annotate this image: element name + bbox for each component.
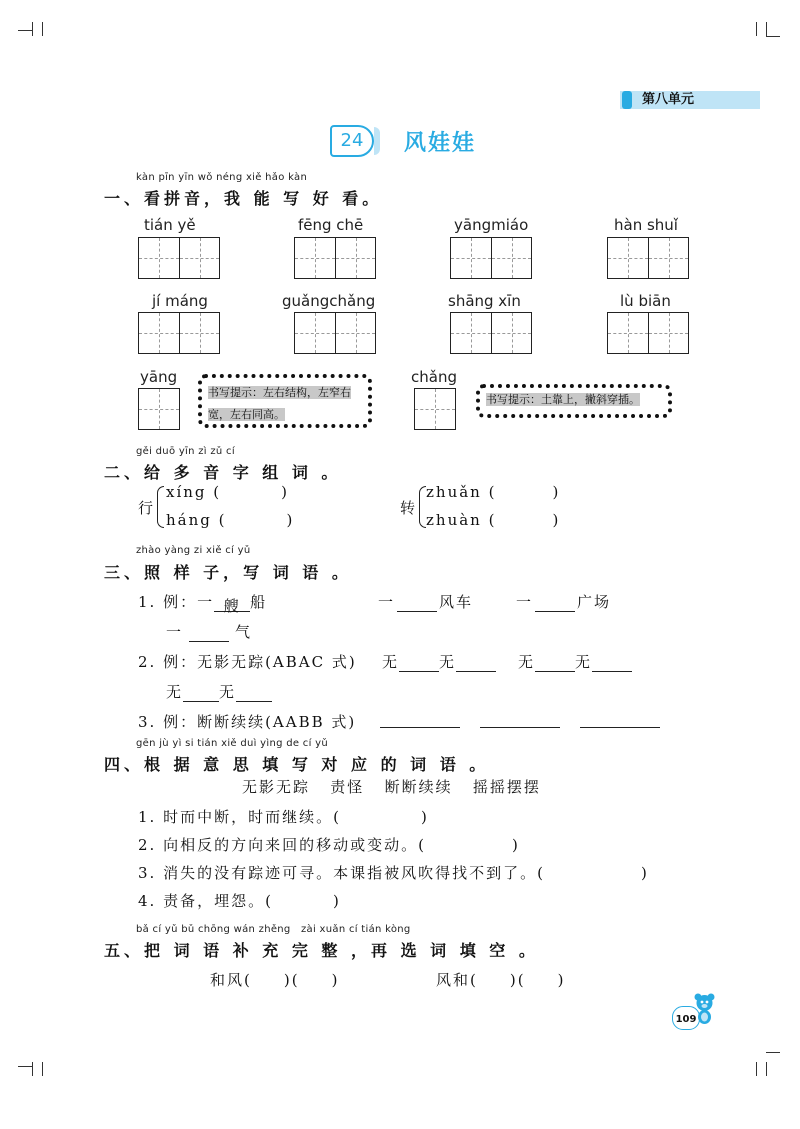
sec2-pinyin: gěi duō yīn zì zǔ cí — [136, 446, 235, 457]
example-end: 船 — [250, 593, 268, 611]
writing-grid[interactable] — [607, 312, 689, 354]
prefix-char: 一 — [166, 623, 184, 641]
writing-grid[interactable] — [414, 388, 456, 430]
question-line — [138, 862, 649, 883]
question-line — [138, 834, 520, 855]
example-answer: 艘 — [214, 595, 250, 612]
exercise-line — [138, 711, 356, 732]
writing-grid[interactable] — [450, 312, 532, 354]
exercise-line — [166, 621, 252, 642]
question-line — [138, 890, 341, 911]
exercise-line — [382, 651, 496, 672]
writing-grid[interactable] — [607, 237, 689, 279]
crop-mark — [18, 1066, 32, 1067]
writing-grid[interactable] — [294, 312, 376, 354]
answer-blank[interactable] — [399, 655, 439, 672]
polyphone-reading: zhuàn ( — [426, 511, 497, 529]
exercise-line — [518, 651, 632, 672]
prefix-char: 无 — [166, 683, 184, 701]
polyphone-row — [426, 511, 560, 529]
pinyin-word: shāng xīn — [448, 292, 521, 310]
paren-mid: )( — [509, 971, 526, 989]
crop-mark — [42, 22, 43, 36]
prefix-char: 一 — [516, 593, 534, 611]
paren-close: ) — [511, 836, 520, 854]
crop-mark — [756, 22, 757, 36]
page-number: 109 — [675, 1014, 697, 1025]
paren-close: ) — [281, 483, 289, 501]
pinyin-word: fēng chē — [298, 216, 364, 234]
sec4-title: 四、根 据 意 思 填 写 对 应 的 词 语 。 — [104, 755, 490, 774]
paren-close: ) — [331, 971, 340, 989]
pinyin-word: lù biān — [620, 292, 671, 310]
answer-blank[interactable] — [480, 711, 560, 728]
unit-label: 第八单元 — [642, 92, 695, 107]
crop-mark — [766, 1052, 780, 1053]
prefix-char: 一 — [378, 593, 396, 611]
answer-blank[interactable] — [397, 595, 437, 612]
polyphone-row — [166, 483, 289, 501]
prefix-char: 无 — [439, 653, 457, 671]
answer-blank[interactable] — [456, 655, 496, 672]
pinyin-word: hàn shuǐ — [614, 216, 678, 234]
crop-mark — [32, 1062, 33, 1076]
question-line — [138, 806, 429, 827]
suffix-word: 气 — [235, 623, 253, 641]
paren-close: ) — [420, 808, 429, 826]
bear-mascot-icon — [692, 992, 718, 1026]
badge-shadow — [374, 127, 380, 155]
crop-mark — [766, 22, 767, 36]
prefix-char: 无 — [575, 653, 593, 671]
polyphone-row — [166, 511, 294, 529]
sec3-title: 三、照 样 子，写 词 语 。 — [104, 563, 352, 582]
pinyin-word: yāng — [140, 368, 178, 386]
sec5-title: 五、把 词 语 补 充 完 整 ，再 选 词 填 空 。 — [104, 941, 539, 960]
answer-blank[interactable] — [580, 711, 660, 728]
suffix-word: 广场 — [577, 593, 612, 611]
lesson-number: 24 — [340, 130, 364, 151]
example-label: 2. 例：无影无踪(ABAC 式) — [138, 653, 357, 671]
pinyin-word: yāngmiáo — [454, 216, 529, 234]
answer-blank[interactable] — [592, 655, 632, 672]
exercise-line — [378, 591, 473, 612]
writing-grid[interactable] — [138, 237, 220, 279]
question-text: 1. 时而中断，时而继续。( — [138, 808, 341, 826]
answer-blank[interactable] — [535, 595, 575, 612]
idiom-prefix: 风和( — [436, 971, 478, 989]
pinyin-word: tián yě — [144, 216, 196, 234]
exercise-line — [166, 681, 272, 702]
brace — [419, 486, 426, 528]
writing-grid[interactable] — [450, 237, 532, 279]
brace — [157, 486, 164, 528]
example-label: 3. 例：断断续续(AABB 式) — [138, 713, 357, 731]
exercise-line — [138, 591, 268, 615]
crop-mark — [766, 1062, 767, 1076]
idiom-prefix: 和风( — [210, 971, 252, 989]
exercise-line — [138, 651, 357, 672]
writing-tip — [476, 384, 672, 418]
polyphone-row — [426, 483, 560, 501]
question-text: 3. 消失的没有踪迹可寻。本课指被风吹得找不到了。( — [138, 864, 545, 882]
sec1-pinyin: kàn pīn yīn wǒ néng xiě hǎo kàn — [136, 172, 308, 183]
paren-mid: )( — [283, 971, 300, 989]
writing-grid[interactable] — [294, 237, 376, 279]
pinyin-word: chǎng — [411, 368, 457, 386]
crop-mark — [42, 1062, 43, 1076]
paren-close: ) — [552, 483, 561, 501]
writing-tip — [198, 374, 372, 428]
pinyin-word: jí máng — [152, 292, 208, 310]
question-text: 2. 向相反的方向来回的移动或变动。( — [138, 836, 426, 854]
crop-mark — [766, 36, 780, 37]
sec3-pinyin: zhào yàng zi xiě cí yǔ — [136, 545, 251, 556]
fill-idiom — [210, 969, 339, 990]
writing-grid[interactable] — [138, 312, 220, 354]
crop-mark — [32, 22, 33, 36]
example-label: 1. 例：一 — [138, 593, 215, 611]
paren-close: ) — [557, 971, 566, 989]
polyphone-char: 转 — [400, 499, 416, 517]
fill-idiom — [436, 969, 565, 990]
prefix-char: 无 — [219, 683, 237, 701]
writing-tip-text: 书写提示：左右结构，左窄右宽，左右同高。 — [208, 386, 351, 421]
paren-close: ) — [640, 864, 649, 882]
lesson-number-badge — [330, 125, 374, 157]
answer-blank[interactable] — [535, 655, 575, 672]
crop-mark — [756, 1062, 757, 1076]
polyphone-char: 行 — [138, 499, 154, 517]
polyphone-reading: háng ( — [166, 511, 227, 529]
answer-blank[interactable] — [236, 685, 272, 702]
paren-close: ) — [286, 511, 295, 529]
question-text: 4. 责备，埋怨。( — [138, 892, 273, 910]
suffix-word: 风车 — [439, 593, 474, 611]
sec5-pinyin: bǎ cí yǔ bǔ chōng wán zhěng zài xuǎn cí tián kòng — [136, 924, 411, 935]
writing-grid[interactable] — [138, 388, 180, 430]
prefix-char: 无 — [518, 653, 536, 671]
crop-mark — [18, 30, 32, 31]
writing-tip-text: 书写提示：土靠上，撇斜穿插。 — [486, 393, 640, 406]
answer-blank[interactable] — [380, 711, 460, 728]
sec4-pinyin: gēn jù yì si tián xiě duì yìng de cí yǔ — [136, 738, 329, 749]
lesson-title: 风娃娃 — [404, 131, 477, 156]
paren-close: ) — [332, 892, 341, 910]
paren-close: ) — [552, 511, 561, 529]
answer-blank[interactable] — [183, 685, 219, 702]
prefix-char: 无 — [382, 653, 400, 671]
polyphone-reading: xíng ( — [166, 483, 222, 501]
unit-tab — [620, 91, 760, 109]
pinyin-word: guǎngchǎng — [282, 292, 376, 310]
word-bank: 无影无踪 责怪 断断续续 摇摇摆摆 — [242, 778, 541, 796]
exercise-line — [516, 591, 611, 612]
sec2-title: 二、给 多 音 字 组 词 。 — [104, 463, 342, 482]
sec1-title: 一、看拼音，我 能 写 好 看。 — [104, 189, 383, 208]
answer-blank[interactable] — [189, 625, 229, 642]
polyphone-reading: zhuǎn ( — [426, 483, 497, 501]
